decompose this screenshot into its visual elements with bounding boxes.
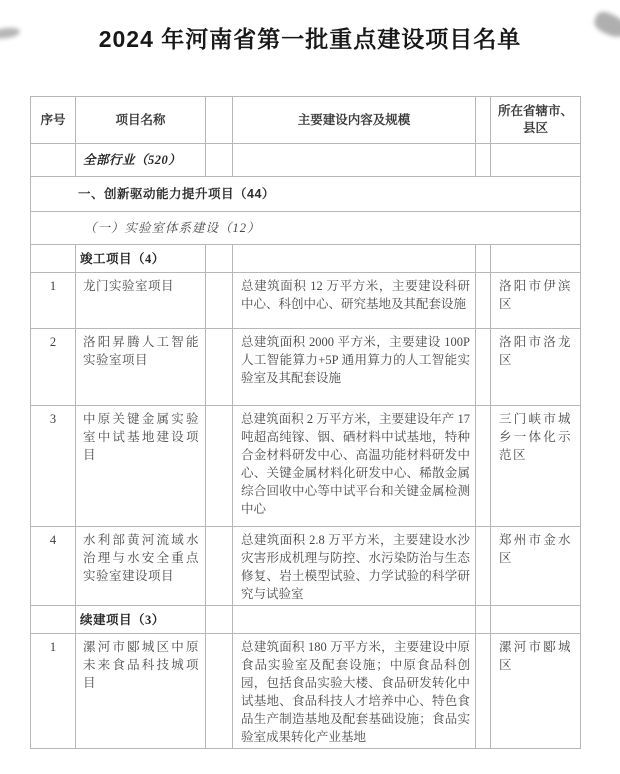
project-index: 1 bbox=[31, 634, 76, 749]
section-row-all-industries bbox=[31, 144, 581, 177]
spacer-cell bbox=[476, 329, 491, 406]
spacer-cell bbox=[476, 606, 491, 634]
spacer-cell bbox=[476, 245, 491, 273]
project-content: 总建筑面积 180 万平方米，主要建设中原食品实验室及配套设施；中原食品科创园，包括食品实验大楼、食品研发转化中试基地、食品科技人才培养中心、特色食品生产制造基地及配套基础设施；食品实验室成果转化产业基地 bbox=[233, 634, 476, 749]
spacer-cell bbox=[476, 406, 491, 527]
col-header-content: 主要建设内容及规模 bbox=[233, 97, 476, 144]
empty-cell bbox=[491, 606, 581, 634]
spacer-cell bbox=[206, 144, 233, 177]
project-content: 总建筑面积 12 万平方米，主要建设科研中心、科创中心、研究基地及其配套设施 bbox=[233, 273, 476, 329]
project-name: 漯河市郾城区中原未来食品科技城项目 bbox=[76, 634, 206, 749]
empty-cell bbox=[233, 144, 476, 177]
spacer-cell bbox=[476, 634, 491, 749]
spacer-cell bbox=[206, 634, 233, 749]
projects-table bbox=[30, 96, 581, 749]
section-row-subcategory-1-1 bbox=[31, 212, 581, 245]
section-label-category-1: 一、创新驱动能力提升项目（44） bbox=[31, 177, 581, 212]
section-row-continued bbox=[31, 606, 581, 634]
col-header-name: 项目名称 bbox=[76, 97, 206, 144]
project-location: 漯河市郾城区 bbox=[491, 634, 581, 749]
project-index: 1 bbox=[31, 273, 76, 329]
project-location: 三门峡市城乡一体化示范区 bbox=[491, 406, 581, 527]
project-index: 4 bbox=[31, 527, 76, 606]
section-label-continued: 续建项目（3） bbox=[76, 606, 206, 634]
empty-cell bbox=[491, 144, 581, 177]
header-spacer-cell bbox=[476, 97, 491, 144]
col-header-index: 序号 bbox=[31, 97, 76, 144]
project-content: 总建筑面积 2 万平方米，主要建设年产 17 吨超高纯镓、铟、硒材料中试基地，特种合金材料研发中心、高温功能材料研发中心、关键金属材料化研发中心、稀散金属综合回收中心等中试平台和关键金属检测中心 bbox=[233, 406, 476, 527]
section-label-completed: 竣工项目（4） bbox=[76, 245, 206, 273]
project-index: 3 bbox=[31, 406, 76, 527]
empty-cell bbox=[31, 144, 76, 177]
spacer-cell bbox=[206, 527, 233, 606]
header-spacer-cell bbox=[206, 97, 233, 144]
project-row bbox=[31, 406, 581, 527]
empty-cell bbox=[31, 245, 76, 273]
project-location: 洛阳市伊滨区 bbox=[491, 273, 581, 329]
spacer-cell bbox=[206, 329, 233, 406]
project-location: 郑州市金水区 bbox=[491, 527, 581, 606]
spacer-cell bbox=[206, 406, 233, 527]
project-row bbox=[31, 527, 581, 606]
section-row-completed bbox=[31, 245, 581, 273]
empty-cell bbox=[491, 245, 581, 273]
project-name: 龙门实验室项目 bbox=[76, 273, 206, 329]
table-header-row bbox=[31, 97, 581, 144]
spacer-cell bbox=[206, 606, 233, 634]
section-label-subcategory-1-1: （一）实验室体系建设（12） bbox=[31, 212, 581, 245]
project-name: 洛阳昇腾人工智能实验室项目 bbox=[76, 329, 206, 406]
empty-cell bbox=[31, 606, 76, 634]
project-location: 洛阳市洛龙区 bbox=[491, 329, 581, 406]
spacer-cell bbox=[206, 273, 233, 329]
empty-cell bbox=[233, 245, 476, 273]
project-row bbox=[31, 329, 581, 406]
page-title: 2024 年河南省第一批重点建设项目名单 bbox=[98, 26, 522, 52]
spacer-cell bbox=[476, 144, 491, 177]
spacer-cell bbox=[476, 527, 491, 606]
project-content: 总建筑面积 2.8 万平方米，主要建设水沙灾害形成机理与防控、水污染防治与生态修复、岩土模型试验、力学试验的科学研究与试验室 bbox=[233, 527, 476, 606]
section-label-all-industries: 全部行业（520） bbox=[76, 144, 206, 177]
project-index: 2 bbox=[31, 329, 76, 406]
project-row bbox=[31, 634, 581, 749]
col-header-location: 所在省辖市、县区 bbox=[491, 97, 581, 144]
document-page bbox=[0, 21, 620, 774]
project-content: 总建筑面积 2000 平方米，主要建设 100P 人工智能算力+5P 通用算力的人工智能实验室及其配套设施 bbox=[233, 329, 476, 406]
empty-cell bbox=[233, 606, 476, 634]
project-row bbox=[31, 273, 581, 329]
section-row-category-1 bbox=[31, 177, 581, 212]
project-name: 水利部黄河流域水治理与水安全重点实验室建设项目 bbox=[76, 527, 206, 606]
spacer-cell bbox=[476, 273, 491, 329]
project-name: 中原关键金属实验室中试基地建设项目 bbox=[76, 406, 206, 527]
spacer-cell bbox=[206, 245, 233, 273]
